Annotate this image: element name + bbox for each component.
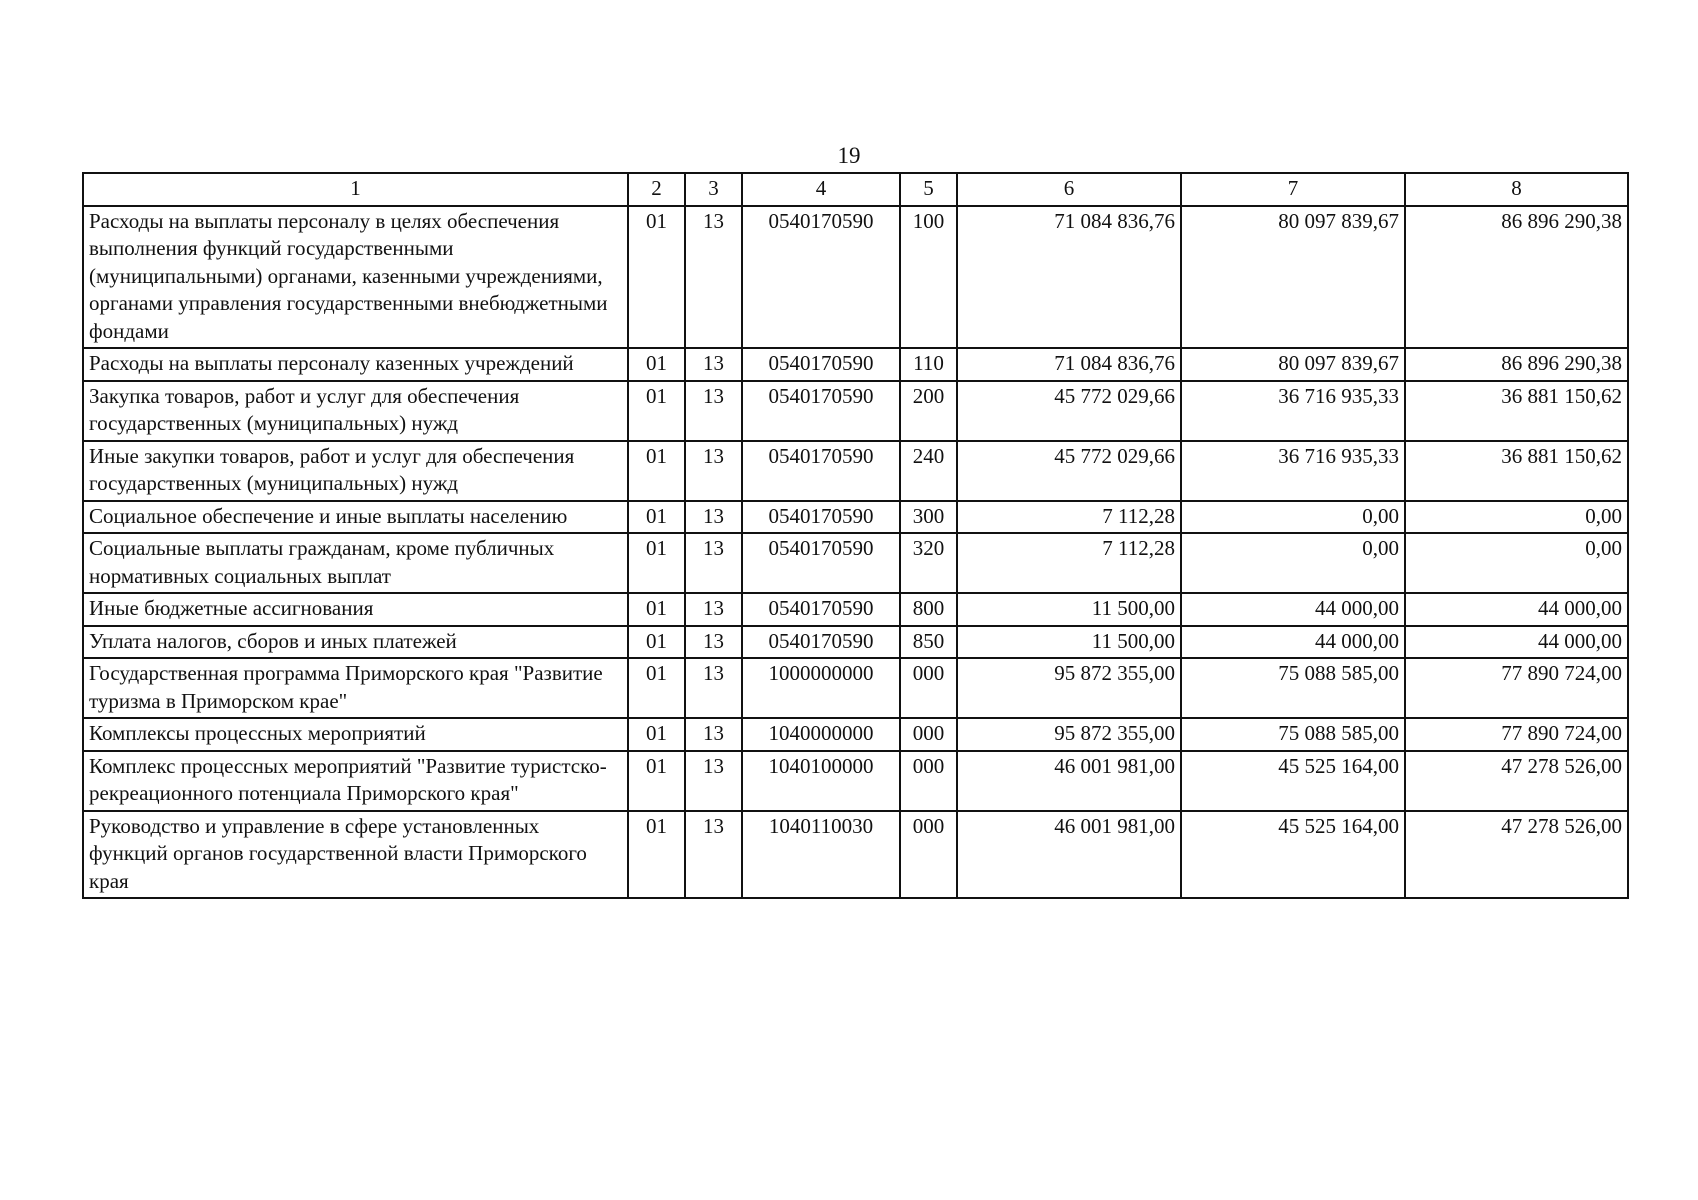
- amount-col6: 46 001 981,00: [957, 751, 1181, 811]
- target-code: 0540170590: [742, 533, 900, 593]
- amount-col7: 75 088 585,00: [1181, 718, 1405, 751]
- column-header: 8: [1405, 173, 1628, 206]
- section-code: 01: [628, 206, 685, 349]
- row-name: Комплексы процессных мероприятий: [83, 718, 628, 751]
- section-code: 01: [628, 593, 685, 626]
- row-name: Расходы на выплаты персоналу в целях обеспечения выполнения функций государственными (муниципальными) органами, казенными учреждениями, органами управления государственными внебюджетными фондами: [83, 206, 628, 349]
- amount-col7: 36 716 935,33: [1181, 381, 1405, 441]
- row-name: Государственная программа Приморского края "Развитие туризма в Приморском крае": [83, 658, 628, 718]
- table-row: [83, 348, 1628, 381]
- amount-col7: 80 097 839,67: [1181, 206, 1405, 349]
- subsection-code: 13: [685, 658, 742, 718]
- row-name: Руководство и управление в сфере установленных функций органов государственной власти Приморского края: [83, 811, 628, 899]
- section-code: 01: [628, 658, 685, 718]
- table-row: [83, 658, 1628, 718]
- amount-col8: 77 890 724,00: [1405, 718, 1628, 751]
- column-header: 6: [957, 173, 1181, 206]
- amount-col7: 44 000,00: [1181, 626, 1405, 659]
- expense-type-code: 850: [900, 626, 957, 659]
- column-header: 4: [742, 173, 900, 206]
- table-row: [83, 533, 1628, 593]
- amount-col6: 7 112,28: [957, 533, 1181, 593]
- expense-type-code: 200: [900, 381, 957, 441]
- amount-col7: 0,00: [1181, 533, 1405, 593]
- expense-type-code: 300: [900, 501, 957, 534]
- subsection-code: 13: [685, 441, 742, 501]
- subsection-code: 13: [685, 206, 742, 349]
- target-code: 0540170590: [742, 381, 900, 441]
- target-code: 0540170590: [742, 206, 900, 349]
- subsection-code: 13: [685, 533, 742, 593]
- subsection-code: 13: [685, 718, 742, 751]
- table-row: [83, 718, 1628, 751]
- expense-type-code: 100: [900, 206, 957, 349]
- row-name: Закупка товаров, работ и услуг для обеспечения государственных (муниципальных) нужд: [83, 381, 628, 441]
- expense-type-code: 000: [900, 658, 957, 718]
- column-header: 5: [900, 173, 957, 206]
- amount-col8: 77 890 724,00: [1405, 658, 1628, 718]
- subsection-code: 13: [685, 381, 742, 441]
- target-code: 1040100000: [742, 751, 900, 811]
- target-code: 0540170590: [742, 593, 900, 626]
- page-number: 19: [837, 143, 861, 168]
- amount-col6: 45 772 029,66: [957, 441, 1181, 501]
- amount-col8: 86 896 290,38: [1405, 206, 1628, 349]
- row-name: Социальные выплаты гражданам, кроме публичных нормативных социальных выплат: [83, 533, 628, 593]
- section-code: 01: [628, 718, 685, 751]
- amount-col8: 36 881 150,62: [1405, 441, 1628, 501]
- section-code: 01: [628, 381, 685, 441]
- amount-col8: 86 896 290,38: [1405, 348, 1628, 381]
- amount-col6: 95 872 355,00: [957, 718, 1181, 751]
- target-code: 0540170590: [742, 501, 900, 534]
- row-name: Расходы на выплаты персоналу казенных учреждений: [83, 348, 628, 381]
- expense-type-code: 320: [900, 533, 957, 593]
- table-row: [83, 441, 1628, 501]
- amount-col6: 46 001 981,00: [957, 811, 1181, 899]
- subsection-code: 13: [685, 593, 742, 626]
- subsection-code: 13: [685, 811, 742, 899]
- row-name: Комплекс процессных мероприятий "Развитие туристско-рекреационного потенциала Приморского края": [83, 751, 628, 811]
- budget-table: [82, 172, 1629, 899]
- table-row: [83, 206, 1628, 349]
- expense-type-code: 800: [900, 593, 957, 626]
- amount-col7: 45 525 164,00: [1181, 751, 1405, 811]
- expense-type-code: 000: [900, 811, 957, 899]
- amount-col6: 71 084 836,76: [957, 206, 1181, 349]
- amount-col7: 75 088 585,00: [1181, 658, 1405, 718]
- section-code: 01: [628, 441, 685, 501]
- amount-col8: 47 278 526,00: [1405, 811, 1628, 899]
- row-name: Иные бюджетные ассигнования: [83, 593, 628, 626]
- section-code: 01: [628, 533, 685, 593]
- column-header: 2: [628, 173, 685, 206]
- amount-col6: 71 084 836,76: [957, 348, 1181, 381]
- section-code: 01: [628, 751, 685, 811]
- subsection-code: 13: [685, 751, 742, 811]
- amount-col8: 47 278 526,00: [1405, 751, 1628, 811]
- subsection-code: 13: [685, 626, 742, 659]
- column-header: 7: [1181, 173, 1405, 206]
- section-code: 01: [628, 348, 685, 381]
- expense-type-code: 240: [900, 441, 957, 501]
- table-row: [83, 381, 1628, 441]
- amount-col6: 11 500,00: [957, 593, 1181, 626]
- amount-col6: 95 872 355,00: [957, 658, 1181, 718]
- amount-col8: 0,00: [1405, 501, 1628, 534]
- table-row: [83, 811, 1628, 899]
- table-row: [83, 751, 1628, 811]
- amount-col7: 80 097 839,67: [1181, 348, 1405, 381]
- amount-col8: 44 000,00: [1405, 593, 1628, 626]
- amount-col7: 44 000,00: [1181, 593, 1405, 626]
- target-code: 1040000000: [742, 718, 900, 751]
- section-code: 01: [628, 626, 685, 659]
- amount-col6: 11 500,00: [957, 626, 1181, 659]
- subsection-code: 13: [685, 501, 742, 534]
- table-row: [83, 626, 1628, 659]
- row-name: Социальное обеспечение и иные выплаты населению: [83, 501, 628, 534]
- target-code: 0540170590: [742, 441, 900, 501]
- amount-col6: 7 112,28: [957, 501, 1181, 534]
- amount-col7: 45 525 164,00: [1181, 811, 1405, 899]
- target-code: 1000000000: [742, 658, 900, 718]
- expense-type-code: 000: [900, 718, 957, 751]
- row-name: Иные закупки товаров, работ и услуг для обеспечения государственных (муниципальных) нужд: [83, 441, 628, 501]
- target-code: 0540170590: [742, 626, 900, 659]
- table-row: [83, 593, 1628, 626]
- amount-col6: 45 772 029,66: [957, 381, 1181, 441]
- column-header: 3: [685, 173, 742, 206]
- amount-col7: 36 716 935,33: [1181, 441, 1405, 501]
- amount-col8: 36 881 150,62: [1405, 381, 1628, 441]
- amount-col8: 44 000,00: [1405, 626, 1628, 659]
- column-header: 1: [83, 173, 628, 206]
- target-code: 1040110030: [742, 811, 900, 899]
- target-code: 0540170590: [742, 348, 900, 381]
- expense-type-code: 110: [900, 348, 957, 381]
- section-code: 01: [628, 811, 685, 899]
- expense-type-code: 000: [900, 751, 957, 811]
- subsection-code: 13: [685, 348, 742, 381]
- table-row: [83, 501, 1628, 534]
- header-row: [83, 173, 1628, 206]
- amount-col7: 0,00: [1181, 501, 1405, 534]
- section-code: 01: [628, 501, 685, 534]
- amount-col8: 0,00: [1405, 533, 1628, 593]
- row-name: Уплата налогов, сборов и иных платежей: [83, 626, 628, 659]
